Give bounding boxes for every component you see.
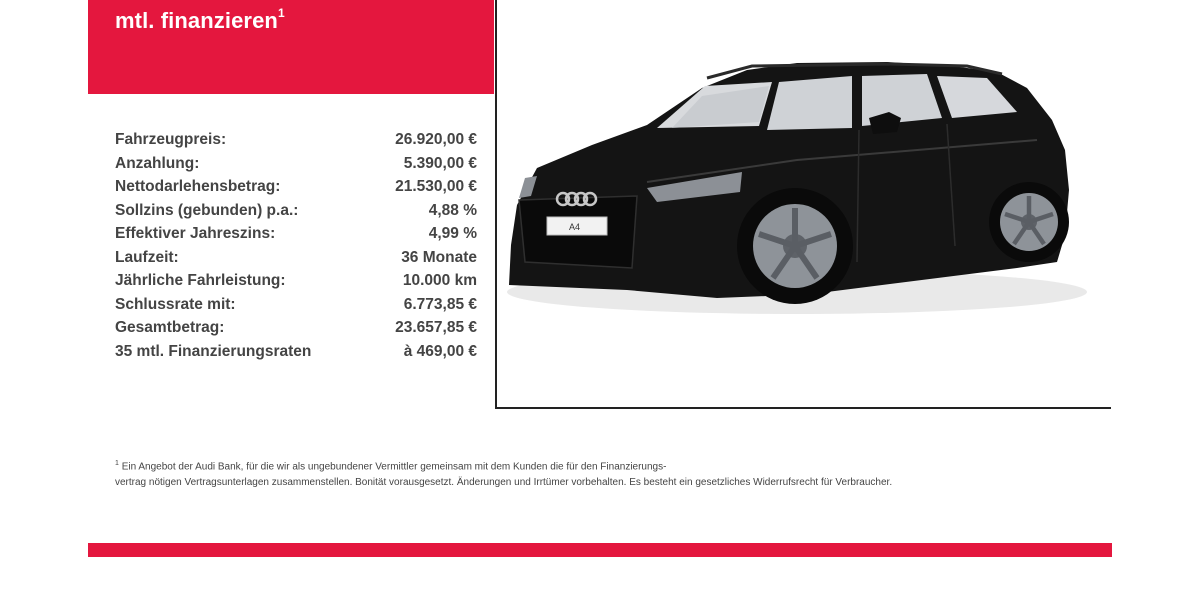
car-image-frame <box>495 0 1111 409</box>
row-value: 36 Monate <box>401 248 477 266</box>
footnote-text-1: Ein Angebot der Audi Bank, für die wir als ungebundener Vermittler gemeinsam mit dem Kunden die für den Finanzierungs- <box>121 461 667 473</box>
finance-table <box>115 128 477 363</box>
row-label: Laufzeit: <box>115 248 179 266</box>
row-value: 4,99 % <box>428 225 477 242</box>
finance-row-mileage <box>115 269 477 293</box>
finance-row-nominal-rate <box>115 199 477 223</box>
footnote-line-1 <box>115 456 1095 475</box>
row-label: Schlussrate mit: <box>115 295 236 313</box>
row-value: 26.920,00 € <box>395 131 477 148</box>
row-label: Gesamtbetrag: <box>115 319 225 336</box>
front-side-window <box>767 76 852 130</box>
row-value: 21.530,00 € <box>395 178 477 195</box>
row-label: Sollzins (gebunden) p.a.: <box>115 201 299 219</box>
finance-row-vehicle-price <box>115 128 477 152</box>
finance-row-monthly-rates <box>115 340 477 364</box>
row-label: Anzahlung: <box>115 154 200 172</box>
row-value: 5.390,00 € <box>403 154 477 172</box>
title-text: mtl. finanzieren <box>115 8 278 33</box>
row-value: à 469,00 € <box>403 342 477 360</box>
row-label: Effektiver Jahreszins: <box>115 225 276 242</box>
page-title <box>115 5 285 34</box>
footnote-line-2: vertrag nötigen Vertragsunterlagen zusammenstellen. Bonität vorausgesetzt. Änderungen und Irrtümer vorbehalten. Es besteht ein gesetzliches Widerrufsrecht für Verbraucher. <box>115 477 893 489</box>
finance-row-effective-rate <box>115 222 477 246</box>
row-value: 4,88 % <box>428 201 477 219</box>
finance-row-term <box>115 246 477 270</box>
finance-row-total <box>115 316 477 340</box>
dealer-logo-right <box>815 592 995 600</box>
finance-row-net-loan <box>115 175 477 199</box>
dealer-logo-left <box>145 592 255 600</box>
row-value: 6.773,85 € <box>403 295 477 313</box>
title-footnote-mark: 1 <box>277 5 285 20</box>
row-value: 10.000 km <box>402 272 477 289</box>
header-band <box>88 0 494 94</box>
legal-footnote <box>115 456 1095 491</box>
row-label: Jährliche Fahrleistung: <box>115 272 286 289</box>
row-label: 35 mtl. Finanzierungsraten <box>115 342 312 360</box>
license-plate-text: A4 <box>569 222 581 232</box>
finance-row-final-installment <box>115 293 477 317</box>
row-label: Nettodarlehensbetrag: <box>115 178 281 195</box>
footnote-mark: 1 <box>115 460 119 467</box>
row-value: 23.657,85 € <box>395 319 477 336</box>
finance-row-down-payment <box>115 152 477 176</box>
row-label: Fahrzeugpreis: <box>115 131 227 148</box>
car-image <box>497 0 1111 407</box>
bottom-red-stripe <box>88 543 1112 557</box>
